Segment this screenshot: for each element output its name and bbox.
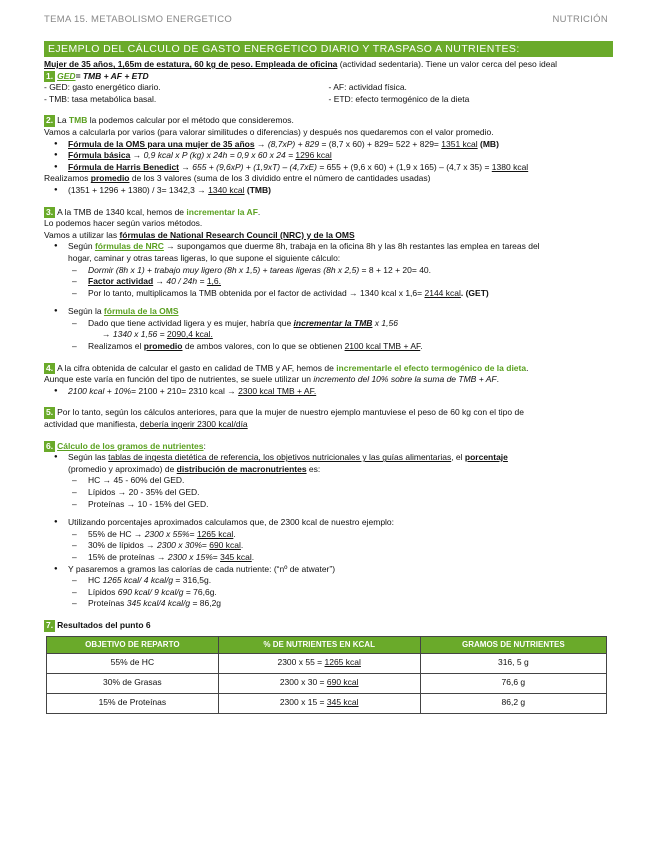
- section-2-title: 2. La TMB la podemos calcular por el método que consideremos.: [46, 115, 294, 126]
- section-4-title: 4. A la cifra obtenida de calcular el gasto en calidad de TMB y AF, hemos de incrementarle el efecto termogénico de la dieta.: [46, 362, 529, 373]
- section-banner: EJEMPLO DEL CÁLCULO DE GASTO ENERGETICO DIARIO Y TRASPASO A NUTRIENTES:: [44, 41, 613, 57]
- page-header: [44, 14, 608, 25]
- header-left: TEMA 15. METABOLISMO ENERGETICO: [44, 14, 233, 25]
- document-body: Mujer de 35 años, 1,65m de estatura, 60 kg de peso. Empleada de oficina (actividad sedentaria). Tiene un valor cerca del peso ideal 1. GED= TMB + AF + ETD - GED: gasto energético diario. - TMB: tasa metabólica basal. - AF: actividad física. - ETD: efecto termogénico de la dieta 2. La TMB la podemos calcular por el método que consideremos. Vamos a calcularla por varios (para valorar similitudes o diferencias) y después nos quedaremos con el valor promedio. ● Fórmula de la OMS para una mujer de 35 años → (8,7xP) + 829 = (8,7 x 60) + 829= 522 + 829= 1351 kcal (MB) ● Fórmula básica → 0,9 kcal x P (kg) x 24h = 0,9 x 60 x 24 = 1296 kcal ● Fórmula de Harris Benedict → 655 + (9,6xP) + (1,9xT) – (4,7xE) = 655 + (9,6 x 60) + (1,9 x 165) – (4,7 x 35) = 1380 kcal Realizamos promedio de los 3 valores (suma de los 3 dividido entre el número de cantidades usadas) ● (1351 + 1296 + 1380) / 3= 1342,3 → 1340 kcal (TMB) 3. A la TMB de 1340 kcal, hemos de incrementar la AF. Lo podemos hacer según varios métodos. Vamos a utilizar las fórmulas de National Research Council (NRC) y de la OMS ● Según fórmulas de NRC → supongamos que duerme 8h, trabaja en la oficina 8h y las 8h restantes las emplea en tareas del hogar, caminar y otras tareas ligeras, lo que supone el siguiente cálculo: – Dormir (8h x 1) + trabajo muy ligero (8h x 1,5) + tareas ligeras (8h x 2,5) = 8 + 12 + 20= 40. – Factor actividad → 40 / 24h = 1,6. – Por lo tanto, multiplicamos la TMB obtenida por el factor de actividad → 1340 kcal x 1,6= 2144 kcal. (GET) ● Según la fórmula de la OMS – Dado que tiene actividad ligera y es mujer, habría que incrementar la TMB x 1,56 → 1340 x 1,56 = 2090,4 kcal. – Realizamos el promedio de ambos valores, con lo que se obtienen 2100 kcal TMB + AF. 4. A la cifra obtenida de calcular el gasto en calidad de TMB y AF, hemos de incrementarle el efecto termogénico de la dieta. Aunque este varía en función del tipo de nutrientes, se suele utilizar un incremento del 10% sobre la suma de TMB + AF. ● 2100 kcal + 10%= 2100 + 210= 2310 kcal → 2300 kcal TMB + AF. 5. Por lo tanto, según los cálculos anteriores, para que la mujer de nuestro ejemplo mantuviese el peso de 60 kg con el tipo de actividad que manifiesta, debería ingerir 2300 kcal/día 6. Cálculo de los gramos de nutrientes: ● Según las tablas de ingesta dietética de referencia, los objetivos nutricionales y las guías alimentarias, el porcentaje (promedio y aproximado) de distribución de macronutrientes es: – HC → 45 - 60% del GED. – Lípidos → 20 - 35% del GED. – Proteínas → 10 - 15% del GED. ● Utilizando porcentajes aproximados calculamos que, de 2300 kcal de nuestro ejemplo: – 55% de HC → 2300 x 55%= 1265 kcal. – 30% de lípidos → 2300 x 30%= 690 kcal. – 15% de proteínas → 2300 x 15%= 345 kcal. ● Y pasaremos a gramos las calorías de cada nutriente: (“nº de atwater”) – HC 1265 kcal/ 4 kcal/g = 316,5g. – Lípidos 690 kcal/ 9 kcal/g = 76,6g. – Proteínas 345 kcal/4 kcal/g = 86,2g 7. Resultados del punto 6 OBJETIVO DE REPARTO % DE NUTRIENTES EN KCAL GRAMOS DE NUTRIENTES 55% de HC 2300 x 55 = 1265 kcal 316, 5 g 30% de Grasas 2300 x 30 = 690 kcal 76,6 g 15% de Proteínas 2300 x 15 = 345 kcal 86,2 g: [44, 59, 613, 714]
- section-5-title: 5. Por lo tanto, según los cálculos anteriores, para que la mujer de nuestro ejemplo mantuviese el peso de 60 kg con el tipo de: [46, 407, 524, 418]
- section-1-definitions: - GED: gasto energético diario. - TMB: tasa metabólica basal. - AF: actividad física. - ETD: efecto termogénico de la dieta: [44, 82, 470, 104]
- section-3-title: 3. A la TMB de 1340 kcal, hemos de incrementar la AF.: [46, 206, 261, 217]
- header-right: NUTRICIÓN: [552, 14, 608, 25]
- oms-bullet: ● Según la fórmula de la OMS: [44, 306, 613, 318]
- table-row: 55% de HC 2300 x 55 = 1265 kcal 316, 5 g: [47, 653, 607, 673]
- formula-harris: ● Fórmula de Harris Benedict → 655 + (9,6xP) + (1,9xT) – (4,7xE) = 655 + (9,6 x 60) + (1,9 x 165) – (4,7 x 35) = 1380 kcal: [44, 162, 613, 174]
- promedio-tmb: ● (1351 + 1296 + 1380) / 3= 1342,3 → 1340 kcal (TMB): [44, 185, 613, 197]
- section-6-title: 6. Cálculo de los gramos de nutrientes:: [46, 440, 206, 451]
- formula-basica: ● Fórmula básica → 0,9 kcal x P (kg) x 24h = 0,9 x 60 x 24 = 1296 kcal: [44, 150, 613, 162]
- results-table: [46, 636, 607, 714]
- intro: Mujer de 35 años, 1,65m de estatura, 60 kg de peso. Empleada de oficina (actividad sedentaria). Tiene un valor cerca del peso ideal: [44, 59, 558, 69]
- formula-oms: ● Fórmula de la OMS para una mujer de 35 años → (8,7xP) + 829 = (8,7 x 60) + 829= 522 + 829= 1351 kcal (MB): [44, 139, 613, 151]
- table-row: 30% de Grasas 2300 x 30 = 690 kcal 76,6 g: [47, 673, 607, 693]
- section-1-title: 1. GED= TMB + AF + ETD: [46, 70, 149, 81]
- table-header-row: OBJETIVO DE REPARTO % DE NUTRIENTES EN KCAL GRAMOS DE NUTRIENTES: [47, 636, 607, 653]
- section-7-title: 7. Resultados del punto 6: [46, 619, 151, 630]
- table-row: 15% de Proteínas 2300 x 15 = 345 kcal 86,2 g: [47, 693, 607, 713]
- nrc-bullet: ● Según fórmulas de NRC → supongamos que duerme 8h, trabaja en la oficina 8h y las 8h restantes las emplea en tareas del: [44, 241, 613, 253]
